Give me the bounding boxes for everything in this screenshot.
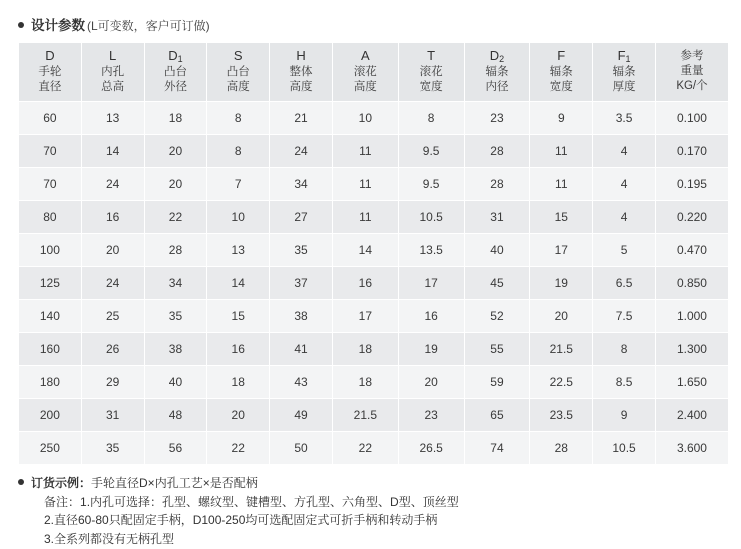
cell: 9.5 (398, 168, 464, 201)
col-symbol: A (360, 48, 370, 63)
cell: 20 (144, 135, 207, 168)
col-header-D2 (464, 43, 530, 102)
col-header-L (81, 43, 144, 102)
col-header-D1 (144, 43, 207, 102)
cell: 49 (270, 399, 333, 432)
cell: 180 (19, 366, 82, 399)
table-row (19, 300, 729, 333)
table-header (19, 43, 729, 102)
cell: 22 (207, 432, 270, 465)
col-line1: 滚花 (419, 66, 443, 79)
cell: 140 (19, 300, 82, 333)
col-line1: 整体 (289, 66, 313, 79)
notes-section (18, 474, 727, 548)
cell: 21 (270, 102, 333, 135)
section-heading (18, 14, 727, 34)
cell: 40 (144, 366, 207, 399)
table-body (19, 102, 729, 465)
cell: 23.5 (530, 399, 593, 432)
cell: 34 (144, 267, 207, 300)
col-line2: 高度 (353, 81, 377, 94)
cell: 0.850 (655, 267, 728, 300)
cell: 11 (530, 168, 593, 201)
col-line1: 辐条 (485, 66, 509, 79)
cell: 8.5 (593, 366, 656, 399)
cell: 45 (464, 267, 530, 300)
cell: 80 (19, 201, 82, 234)
cell: 17 (398, 267, 464, 300)
cell: 0.195 (655, 168, 728, 201)
cell: 35 (81, 432, 144, 465)
col-line2: 直径 (38, 81, 62, 94)
cell: 60 (19, 102, 82, 135)
order-example-text: 手轮直径D×内孔工艺×是否配柄 (91, 476, 258, 491)
col-header-A (332, 43, 398, 102)
cell: 24 (81, 267, 144, 300)
bullet-icon (18, 479, 24, 485)
cell: 21.5 (530, 333, 593, 366)
col-header-T (398, 43, 464, 102)
cell: 10.5 (398, 201, 464, 234)
col-line1: 内孔 (101, 66, 125, 79)
cell: 24 (270, 135, 333, 168)
cell: 8 (593, 333, 656, 366)
col-line1: 辐条 (549, 66, 573, 79)
col-line1: 滚花 (353, 66, 377, 79)
cell: 14 (207, 267, 270, 300)
col-header-F1 (593, 43, 656, 102)
cell: 0.470 (655, 234, 728, 267)
cell: 18 (207, 366, 270, 399)
cell: 35 (144, 300, 207, 333)
table-row (19, 432, 729, 465)
cell: 11 (332, 201, 398, 234)
cell: 11 (332, 168, 398, 201)
cell: 16 (398, 300, 464, 333)
cell: 1.300 (655, 333, 728, 366)
cell: 74 (464, 432, 530, 465)
cell: 8 (207, 102, 270, 135)
col-header-H (270, 43, 333, 102)
cell: 17 (332, 300, 398, 333)
table-row (19, 135, 729, 168)
cell: 17 (530, 234, 593, 267)
cell: 9.5 (398, 135, 464, 168)
cell: 48 (144, 399, 207, 432)
remark-row-2 (44, 511, 727, 530)
cell: 25 (81, 300, 144, 333)
order-example-label: 订货示例： (31, 476, 92, 491)
col-symbol: H (296, 48, 306, 63)
page-subtitle: (L可变数，客户可订做) (87, 19, 210, 33)
cell: 34 (270, 168, 333, 201)
cell: 11 (530, 135, 593, 168)
col-line1: 凸台 (163, 66, 187, 79)
cell: 4 (593, 168, 656, 201)
table-row (19, 234, 729, 267)
cell: 29 (81, 366, 144, 399)
cell: 20 (81, 234, 144, 267)
col-header-weight (655, 43, 728, 102)
cell: 13 (81, 102, 144, 135)
cell: 9 (530, 102, 593, 135)
cell: 200 (19, 399, 82, 432)
cell: 31 (81, 399, 144, 432)
cell: 8 (398, 102, 464, 135)
cell: 65 (464, 399, 530, 432)
table-row (19, 366, 729, 399)
cell: 125 (19, 267, 82, 300)
order-example-row (18, 474, 727, 493)
table-row (19, 267, 729, 300)
cell: 22 (332, 432, 398, 465)
cell: 21.5 (332, 399, 398, 432)
cell: 0.170 (655, 135, 728, 168)
col-symbol: $F_1$ (617, 48, 631, 64)
cell: 16 (207, 333, 270, 366)
cell: 3.600 (655, 432, 728, 465)
cell: 38 (270, 300, 333, 333)
cell: 4 (593, 201, 656, 234)
cell: 22.5 (530, 366, 593, 399)
cell: 1.000 (655, 300, 728, 333)
cell: 250 (19, 432, 82, 465)
col-line2: 高度 (226, 81, 250, 94)
cell: 10 (207, 201, 270, 234)
cell: 8 (207, 135, 270, 168)
col-line2: 宽度 (419, 81, 443, 94)
col-line2: 宽度 (549, 81, 573, 94)
cell: 1.650 (655, 366, 728, 399)
cell: 15 (530, 201, 593, 234)
cell: 27 (270, 201, 333, 234)
cell: 55 (464, 333, 530, 366)
remark-text-2: 2.直径60-80只配固定手柄，D100-250均可选配固定式可折手柄和转动手柄 (44, 513, 438, 528)
cell: 23 (398, 399, 464, 432)
cell: 41 (270, 333, 333, 366)
cell: 13.5 (398, 234, 464, 267)
cell: 28 (464, 135, 530, 168)
col-line2: 重量 (680, 65, 704, 78)
cell: 160 (19, 333, 82, 366)
cell: 3.5 (593, 102, 656, 135)
col-line2: 厚度 (612, 81, 636, 94)
col-line3: KG/个 (676, 80, 708, 93)
col-symbol: $D_2$ (489, 48, 505, 64)
remark-row-1 (44, 493, 727, 512)
remark-row-3 (44, 530, 727, 549)
cell: 7 (207, 168, 270, 201)
col-line1: 凸台 (226, 66, 250, 79)
cell: 20 (144, 168, 207, 201)
page-title: 设计参数 (31, 18, 85, 33)
cell: 70 (19, 168, 82, 201)
cell: 56 (144, 432, 207, 465)
cell: 7.5 (593, 300, 656, 333)
spec-table (18, 42, 729, 465)
cell: 14 (332, 234, 398, 267)
cell: 28 (464, 168, 530, 201)
cell: 13 (207, 234, 270, 267)
cell: 37 (270, 267, 333, 300)
col-line2: 高度 (289, 81, 313, 94)
cell: 14 (81, 135, 144, 168)
col-line2: 内径 (485, 81, 509, 94)
col-header-D (19, 43, 82, 102)
cell: 5 (593, 234, 656, 267)
cell: 24 (81, 168, 144, 201)
cell: 26 (81, 333, 144, 366)
col-symbol: F (557, 48, 566, 63)
cell: 10.5 (593, 432, 656, 465)
cell: 35 (270, 234, 333, 267)
table-row (19, 102, 729, 135)
cell: 50 (270, 432, 333, 465)
remark-text-3: 3.全系列都没有无柄孔型 (44, 531, 175, 546)
cell: 6.5 (593, 267, 656, 300)
cell: 18 (332, 333, 398, 366)
col-line2: 总高 (101, 81, 125, 94)
cell: 28 (530, 432, 593, 465)
cell: 19 (398, 333, 464, 366)
col-header-F (530, 43, 593, 102)
table-row (19, 333, 729, 366)
col-line1: 参考 (680, 50, 704, 63)
cell: 15 (207, 300, 270, 333)
cell: 28 (144, 234, 207, 267)
col-symbol: L (109, 48, 117, 63)
cell: 100 (19, 234, 82, 267)
col-header-S (207, 43, 270, 102)
col-line1: 辐条 (612, 66, 636, 79)
cell: 4 (593, 135, 656, 168)
cell: 18 (332, 366, 398, 399)
cell: 38 (144, 333, 207, 366)
cell: 0.220 (655, 201, 728, 234)
cell: 31 (464, 201, 530, 234)
col-symbol: T (427, 48, 436, 63)
remark-text-1: 1.内孔可选择：孔型、螺纹型、键槽型、方孔型、六角型、D型、顶丝型 (80, 494, 459, 509)
remark-label: 备注： (44, 494, 81, 509)
cell: 16 (81, 201, 144, 234)
cell: 20 (398, 366, 464, 399)
cell: 16 (332, 267, 398, 300)
cell: 11 (332, 135, 398, 168)
cell: 19 (530, 267, 593, 300)
col-symbol: D (45, 48, 55, 63)
cell: 18 (144, 102, 207, 135)
cell: 10 (332, 102, 398, 135)
bullet-icon (18, 22, 24, 28)
table-header-row (19, 43, 729, 102)
cell: 40 (464, 234, 530, 267)
cell: 20 (207, 399, 270, 432)
cell: 23 (464, 102, 530, 135)
col-line2: 外径 (163, 81, 187, 94)
cell: 2.400 (655, 399, 728, 432)
cell: 43 (270, 366, 333, 399)
cell: 22 (144, 201, 207, 234)
cell: 9 (593, 399, 656, 432)
col-symbol: $D_1$ (168, 48, 183, 64)
cell: 70 (19, 135, 82, 168)
table-row (19, 201, 729, 234)
col-line1: 手轮 (38, 66, 62, 79)
cell: 59 (464, 366, 530, 399)
cell: 52 (464, 300, 530, 333)
cell: 26.5 (398, 432, 464, 465)
cell: 0.100 (655, 102, 728, 135)
table-row (19, 399, 729, 432)
cell: 20 (530, 300, 593, 333)
table-row (19, 168, 729, 201)
col-symbol: S (233, 48, 243, 63)
